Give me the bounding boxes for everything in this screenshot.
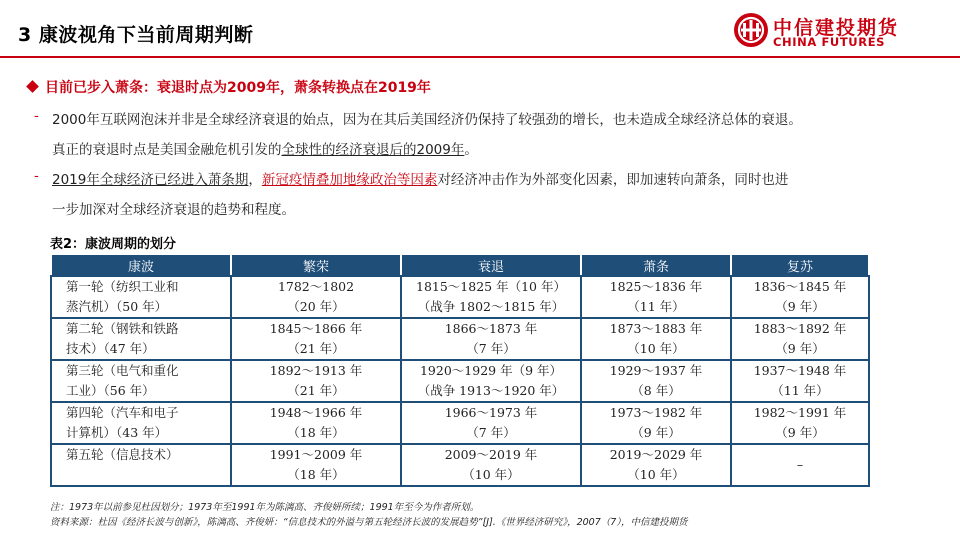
table-cell: 1866～1873 年 （7 年） bbox=[401, 318, 581, 360]
table-note: 注：1973年以前参见杜因划分；1973年至1991年为陈漓高、齐俊妍所续；1991年至今为作者所划。 bbox=[50, 502, 480, 513]
para1-line1: 2000年互联网泡沫并非是全球经济衰退的始点，因为在其后美国经济仍保持了较强劲的增长，也未造成全球经济总体的衰退。 bbox=[52, 112, 802, 128]
table-cell: 1929～1937 年 （8 年） bbox=[581, 360, 731, 402]
citic-emblem-icon bbox=[733, 12, 769, 48]
bullet-dash: - bbox=[34, 168, 39, 184]
table-row bbox=[51, 276, 869, 318]
header-cell-recovery: 复苏 bbox=[731, 254, 869, 276]
table-cell: 第二轮（钢铁和铁路 技术）（47 年） bbox=[51, 318, 231, 360]
table-cell: 1937～1948 年 （11 年） bbox=[731, 360, 869, 402]
para1-line2-underlined: 全球性的经济衰退后的2009年 bbox=[281, 142, 465, 158]
table-row bbox=[51, 318, 869, 360]
table-caption: 表2：康波周期的划分 bbox=[50, 237, 177, 252]
para2-red-highlight: 新冠疫情叠加地缘政治等因素 bbox=[261, 172, 438, 188]
table-row bbox=[51, 360, 869, 402]
para1-line2-pre: 真正的衰退时点是美国金融危机引发的 bbox=[52, 142, 282, 158]
table-cell: 第五轮（信息技术） bbox=[51, 444, 231, 486]
table-row bbox=[51, 402, 869, 444]
table-cell: 第四轮（汽车和电子 计算机）（43 年） bbox=[51, 402, 231, 444]
table-cell: 1845～1866 年 （21 年） bbox=[231, 318, 401, 360]
kondratiev-cycles-table bbox=[50, 253, 870, 487]
table-cell: 第三轮（电气和重化 工业）（56 年） bbox=[51, 360, 231, 402]
company-logo bbox=[733, 12, 903, 52]
para2-line2: 一步加深对全球经济衰退的趋势和程度。 bbox=[52, 202, 295, 218]
logo-english-name: CHINA FUTURES bbox=[773, 35, 886, 49]
table-cell: 2009～2019 年 （10 年） bbox=[401, 444, 581, 486]
header-divider bbox=[0, 56, 960, 58]
table-header-row bbox=[51, 254, 869, 276]
table-cell: 1973～1982 年 （9 年） bbox=[581, 402, 731, 444]
page-title: 3 康波视角下当前周期判断 bbox=[18, 24, 254, 46]
para2-line1 bbox=[52, 168, 788, 188]
table-cell: 1966～1973 年 （7 年） bbox=[401, 402, 581, 444]
table-cell: 1873～1883 年 （10 年） bbox=[581, 318, 731, 360]
header-cell-prosperity: 繁荣 bbox=[231, 254, 401, 276]
header-cell-depression: 萧条 bbox=[581, 254, 731, 276]
table-cell: 1815～1825 年（10 年） （战争 1802～1815 年） bbox=[401, 276, 581, 318]
para2-comma: ， bbox=[248, 172, 262, 188]
table-cell: 1948～1966 年 （18 年） bbox=[231, 402, 401, 444]
logo-chinese-name: 中信建投期货 bbox=[773, 17, 900, 39]
source-note: 资料来源：杜因《经济长波与创新》，陈漓高、齐俊妍：“信息技术的外溢与第五轮经济长波的发展趋势”[J].《世界经济研究》，2007（7），中信建投期货 bbox=[50, 517, 688, 528]
diamond-bullet-icon bbox=[26, 80, 39, 93]
table-cell: 2019～2029 年 （10 年） bbox=[581, 444, 731, 486]
para1-line2-post: 。 bbox=[464, 142, 478, 158]
table-cell: 1982～1991 年 （9 年） bbox=[731, 402, 869, 444]
headline bbox=[28, 77, 431, 97]
para1-line2 bbox=[52, 138, 478, 158]
header-cell-recession: 衰退 bbox=[401, 254, 581, 276]
table-cell: 1836～1845 年 （9 年） bbox=[731, 276, 869, 318]
table-cell: 1892～1913 年 （21 年） bbox=[231, 360, 401, 402]
table-cell: 1782～1802 （20 年） bbox=[231, 276, 401, 318]
table-cell: 1991～2009 年 （18 年） bbox=[231, 444, 401, 486]
table-cell: – bbox=[731, 444, 869, 486]
table-cell: 1920～1929 年（9 年） （战争 1913～1920 年） bbox=[401, 360, 581, 402]
table-cell: 1883～1892 年 （9 年） bbox=[731, 318, 869, 360]
table-row bbox=[51, 444, 869, 486]
header-cell-cycle: 康波 bbox=[51, 254, 231, 276]
para2-line1-post: 对经济冲击作为外部变化因素，即加速转向萧条，同时也进 bbox=[437, 172, 789, 188]
headline-text: 目前已步入萧条：衰退时点为2009年，萧条转换点在2019年 bbox=[45, 80, 431, 96]
bullet-dash: - bbox=[34, 108, 39, 124]
table-cell: 第一轮（纺织工业和 蒸汽机）（50 年） bbox=[51, 276, 231, 318]
para2-underlined: 2019年全球经济已经进入萧条期 bbox=[52, 172, 249, 188]
table-cell: 1825～1836 年 （11 年） bbox=[581, 276, 731, 318]
